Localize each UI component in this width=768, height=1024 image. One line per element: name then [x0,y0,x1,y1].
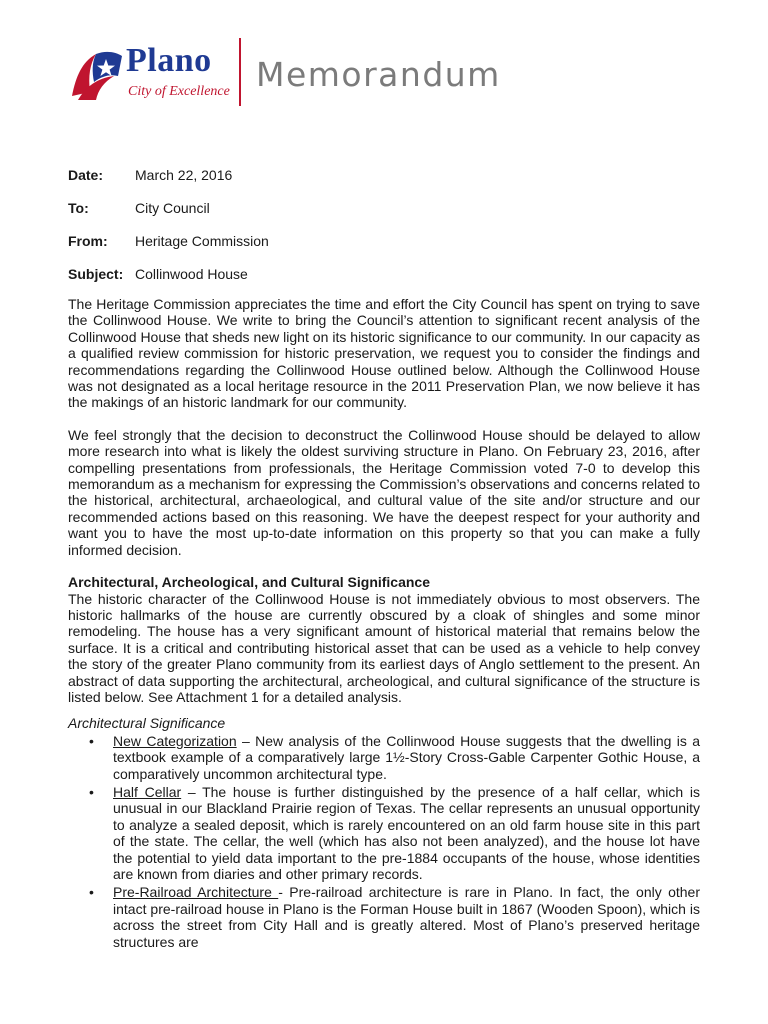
paragraph-significance: The historic character of the Collinwood House is not immediately obvious to most observers. The historic hallmarks of the house are currently obscured by a cloak of shingles and some minor remodeling. The house has a very significant amount of historical material that remains below the surface. It is a critical and contributing historical asset that can be used as a vehicle to help convey the story of the greater Plano community from its earliest days of Anglo settlement to the present. An abstract of data supporting the architectural, archeological, and cultural significance of the structure is listed below. See Attachment 1 for a detailed analysis. [68,590,700,705]
significance-list [68,733,700,950]
meta-row-to [68,199,708,232]
paragraph-request: We feel strongly that the decision to deconstruct the Collinwood House should be delayed to allow more research into what is likely the oldest surviving structure in Plano. On February 23, 2016, after compelling presentations from professionals, the Heritage Commission voted 7-0 to develop this memorandum as a mechanism for expressing the Commission’s observations and concerns related to the historical, architectural, archaeological, and cultural value of the site and/or structure and our recommended actions based on this reasoning. We have the deepest respect for your authority and want you to have the most up-to-date information on this property so that you can make a fully informed decision. [68,426,700,558]
meta-value-from: Heritage Commission [135,233,269,249]
bullet-icon: • [89,884,94,901]
logo-wordmark: Plano [126,42,212,79]
plano-star-logo-icon [68,46,124,102]
list-item-term: Half Cellar [113,783,182,800]
section-heading: Architectural, Archeological, and Cultural Significance [68,574,431,591]
meta-value-to: City Council [135,200,210,216]
meta-row-from [68,232,708,265]
meta-label: To: [68,200,89,216]
list-item-text: – The house is further distinguished by the presence of a half cellar, which is unusual in our Blackland Prairie region of Texas. The cellar represents an unusual opportunity to analyze a sealed deposit, which is rarely encountered on an old farm house site in this part of the state. The cellar, the well (which has also not been analyzed), and the house lot have the potential to yield data important to the pre-1884 occupants of the house, whose identities are known from diaries and other primary records. [113,783,700,882]
memo-body [68,296,700,952]
meta-value-date: March 22, 2016 [135,167,233,183]
memo-meta [68,166,708,298]
document-title: Memorandum [256,55,501,94]
subheading-architectural: Architectural Significance [68,715,226,732]
list-item-text: - Pre-railroad architecture is rare in Plano. In fact, the only other intact pre-railroad house in Plano is the Forman House built in 1867 (Wooden Spoon), which is across the street from City Hall and is greatly altered. Most of Plano’s preserved heritage structures are [113,884,701,950]
list-item [89,884,701,950]
meta-label: Date: [68,167,104,183]
list-item-term: Pre-Railroad Architecture [113,884,279,901]
bullet-icon: • [89,783,94,800]
meta-label: From: [68,233,108,249]
header-divider [239,38,241,106]
list-item [89,783,700,882]
bullet-icon: • [89,732,94,749]
logo-tagline: City of Excellence [128,84,230,99]
meta-label: Subject: [68,266,124,282]
meta-value-subject: Collinwood House [135,266,248,282]
list-item [89,732,701,782]
meta-row-date [68,166,708,199]
list-item-term: New Categorization [113,732,237,749]
letterhead [68,38,708,108]
paragraph-intro: The Heritage Commission appreciates the time and effort the City Council has spent on trying to save the Collinwood House. We write to bring the Council’s attention to significant recent analysis of the Collinwood House that sheds new light on its historic significance to our community. In our capacity as a qualified review commission for historic preservation, we request you to consider the findings and recommendations regarding the Collinwood House outlined below. Although the Collinwood House was not designated as a local heritage resource in the 2011 Preservation Plan, we now believe it has the makings of an historic landmark for our community. [68,296,700,411]
meta-row-subject [68,265,708,298]
list-item-text: – New analysis of the Collinwood House suggests that the dwelling is a textbook example of a comparatively large 1½-Story Cross-Gable Carpenter Gothic House, a comparatively uncommon architectural type. [113,732,701,782]
